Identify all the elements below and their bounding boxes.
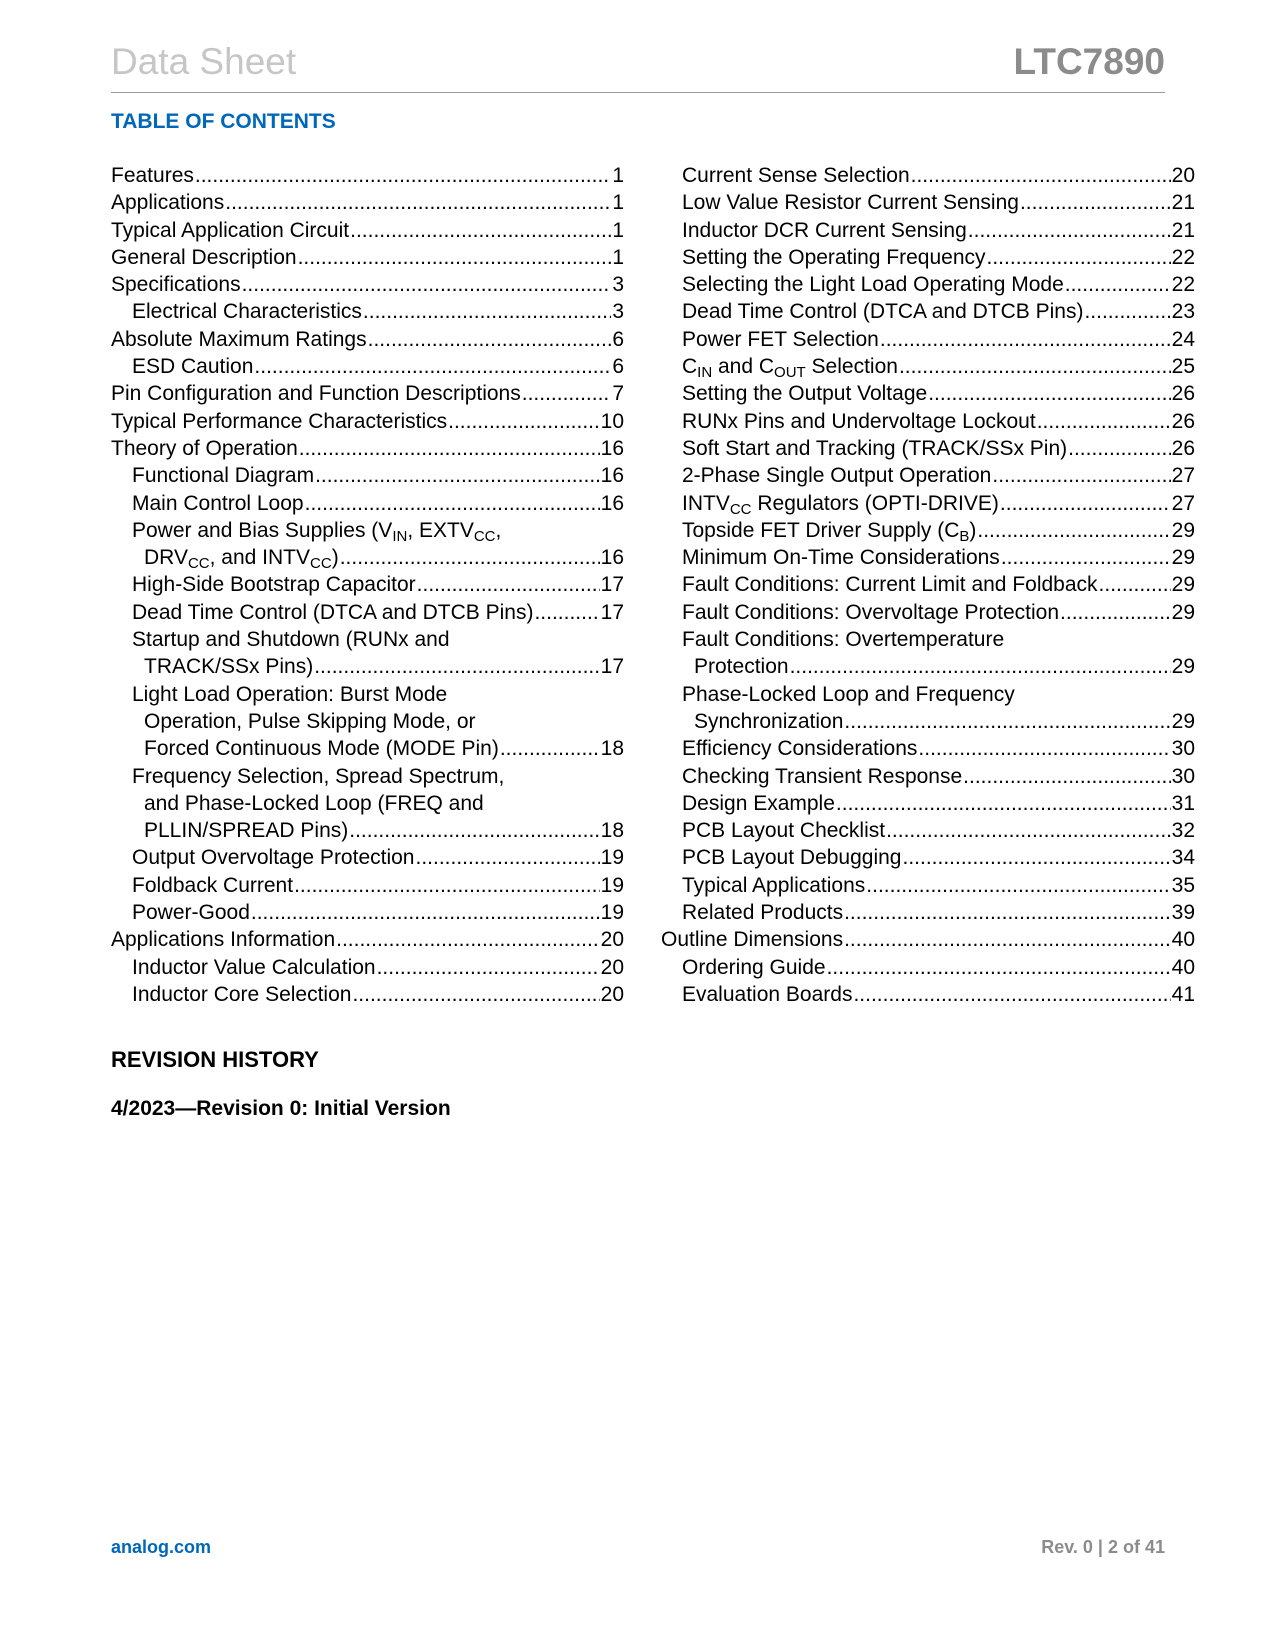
toc-entry[interactable]: RUNx Pins and Undervoltage Lockout ..... 26 [682, 408, 1195, 435]
toc-entry[interactable]: PCB Layout Checklist ..... 32 [682, 817, 1195, 844]
toc-entry[interactable]: Setting the Operating Frequency ..... 22 [682, 244, 1195, 271]
toc-entry[interactable]: Topside FET Driver Supply $(C_B)$ ..... 29 [682, 517, 1195, 544]
toc-entry[interactable]: Forced Continuous Mode (MODE Pin) ..... 18 [111, 735, 624, 762]
toc-entry[interactable]: Soft Start and Tracking (TRACK/SSx Pin) ..... 26 [682, 435, 1195, 462]
toc-entry[interactable]: $DRV_{CC}$, and $INTV_{CC}$) ..... 16 [111, 544, 624, 571]
toc-entry[interactable]: Typical Applications ..... 35 [682, 872, 1195, 899]
toc-column-right [661, 162, 1195, 1008]
revision-entry: 4/2023—Revision 0: Initial Version [111, 1097, 451, 1120]
page-info: Rev. 0 | 2 of 41 [1041, 1537, 1165, 1557]
toc-entry[interactable]: Applications ..... 1 [111, 189, 624, 216]
toc-entry[interactable]: $INTV_{CC}$ Regulators (OPTI-DRIVE) ..... 27 [682, 490, 1195, 517]
toc-entry-line[interactable]: Frequency Selection, Spread Spectrum, [132, 764, 505, 788]
toc-entry[interactable]: Absolute Maximum Ratings ..... 6 [111, 326, 624, 353]
toc-entry[interactable]: Theory of Operation ..... 16 [111, 435, 624, 462]
toc-entry[interactable]: TRACK/SSx Pins) ..... 17 [111, 653, 624, 680]
revision-history-heading: REVISION HISTORY [111, 1047, 319, 1072]
toc-entry-line[interactable]: and Phase-Locked Loop (FREQ and [144, 791, 484, 815]
header-divider [111, 92, 1165, 93]
toc-entry[interactable]: Inductor Value Calculation ..... 20 [111, 954, 624, 981]
toc-entry[interactable]: Related Products ..... 39 [682, 899, 1195, 926]
toc-entry[interactable]: Checking Transient Response ..... 30 [682, 763, 1195, 790]
toc-entry[interactable]: General Description ..... 1 [111, 244, 624, 271]
toc-entry[interactable]: Fault Conditions: Current Limit and Foldback ..... 29 [682, 571, 1195, 598]
toc-entry-line[interactable]: Operation, Pulse Skipping Mode, or [144, 709, 476, 733]
toc-entry[interactable]: PLLIN/SPREAD Pins) ..... 18 [111, 817, 624, 844]
part-number: LTC7890 [1013, 41, 1165, 82]
toc-entry-line[interactable]: Fault Conditions: Overtemperature [682, 628, 1005, 652]
toc-entry[interactable]: Outline Dimensions ..... 40 [661, 926, 1195, 953]
toc-entry[interactable]: PCB Layout Debugging ..... 34 [682, 844, 1195, 871]
toc-entry-line[interactable]: Startup and Shutdown (RUNx and [132, 628, 450, 652]
toc-entry-line[interactable]: Light Load Operation: Burst Mode [132, 682, 448, 706]
toc-heading: TABLE OF CONTENTS [111, 110, 336, 133]
toc-entry[interactable]: Applications Information ..... 20 [111, 926, 624, 953]
toc-entry[interactable]: Specifications ..... 3 [111, 271, 624, 298]
toc-entry[interactable]: Typical Application Circuit ..... 1 [111, 217, 624, 244]
toc-entry[interactable]: Design Example ..... 31 [682, 790, 1195, 817]
toc-entry[interactable]: Features ..... 1 [111, 162, 624, 189]
toc-entry-line[interactable]: Phase-Locked Loop and Frequency [682, 682, 1015, 706]
toc-entry[interactable]: Inductor Core Selection ..... 20 [111, 981, 624, 1008]
toc-entry[interactable]: Foldback Current ..... 19 [111, 872, 624, 899]
toc-entry[interactable]: Current Sense Selection ..... 20 [682, 162, 1195, 189]
toc-entry[interactable]: Selecting the Light Load Operating Mode ..... 22 [682, 271, 1195, 298]
toc-entry[interactable]: Setting the Output Voltage ..... 26 [682, 380, 1195, 407]
toc-entry[interactable]: Pin Configuration and Function Descriptions ..... 7 [111, 380, 624, 407]
toc-entry[interactable]: Low Value Resistor Current Sensing ..... 21 [682, 189, 1195, 216]
toc-entry[interactable]: Fault Conditions: Overvoltage Protection ..... 29 [682, 599, 1195, 626]
toc-entry[interactable]: Output Overvoltage Protection ..... 19 [111, 844, 624, 871]
toc-entry[interactable]: Dead Time Control (DTCA and DTCB Pins) ..... 17 [111, 599, 624, 626]
toc-entry[interactable]: Dead Time Control (DTCA and DTCB Pins) ..... 23 [682, 298, 1195, 325]
toc-column-left [111, 162, 624, 1008]
toc-entry[interactable]: Main Control Loop ..... 16 [111, 490, 624, 517]
toc-entry[interactable]: Inductor DCR Current Sensing ..... 21 [682, 217, 1195, 244]
toc-entry[interactable]: Electrical Characteristics ..... 3 [111, 298, 624, 325]
toc-entry[interactable]: Synchronization ..... 29 [682, 708, 1195, 735]
toc-entry[interactable]: ESD Caution ..... 6 [111, 353, 624, 380]
toc-entry[interactable]: Typical Performance Characteristics ..... 10 [111, 408, 624, 435]
toc-entry[interactable]: Power-Good ..... 19 [111, 899, 624, 926]
website-link[interactable]: analog.com [111, 1537, 212, 1557]
toc-entry[interactable]: Ordering Guide ..... 40 [682, 954, 1195, 981]
toc-entry[interactable]: Functional Diagram ..... 16 [111, 462, 624, 489]
toc-entry[interactable]: 2-Phase Single Output Operation ..... 27 [682, 462, 1195, 489]
toc-entry[interactable]: Power FET Selection ..... 24 [682, 326, 1195, 353]
toc-entry-line[interactable]: Power and Bias Supplies ($V_{IN}$, $EXTV_{CC}$, [132, 518, 502, 545]
toc-entry[interactable]: Efficiency Considerations ..... 30 [682, 735, 1195, 762]
toc-entry[interactable]: $C_{IN}$ and $C_{OUT}$ Selection ..... 25 [682, 353, 1195, 380]
document-type-label: Data Sheet [111, 41, 297, 82]
toc-entry[interactable]: High-Side Bootstrap Capacitor ..... 17 [111, 571, 624, 598]
toc-entry[interactable]: Minimum On-Time Considerations ..... 29 [682, 544, 1195, 571]
toc-entry[interactable]: Evaluation Boards ..... 41 [682, 981, 1195, 1008]
toc-entry[interactable]: Protection ..... 29 [682, 653, 1195, 680]
